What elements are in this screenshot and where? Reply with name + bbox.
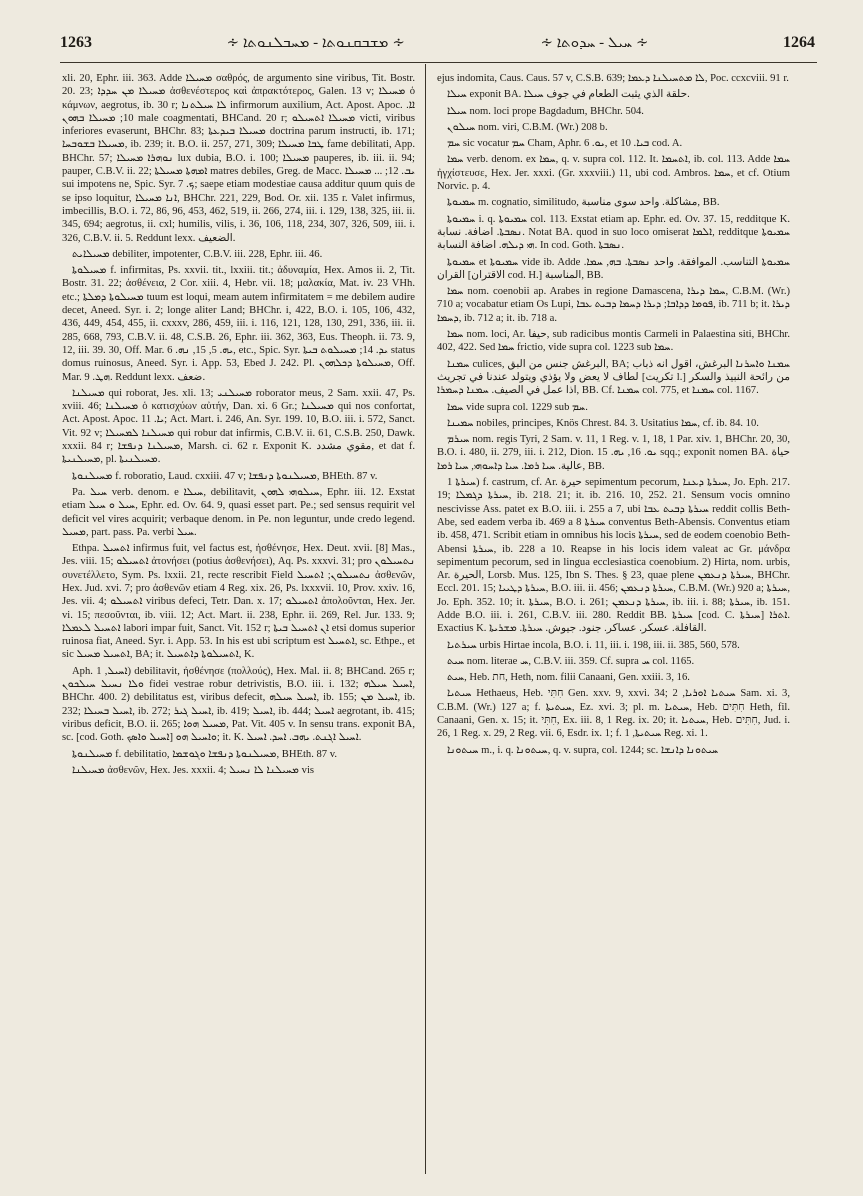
- entry-paragraph: ܡܚܝܠܐܝܬ debiliter, impotenter, C.B.V. iii. 228, Ephr. iii. 46.: [72, 248, 323, 260]
- entry-paragraph: ܚܡܐ verb. denom. ex ܚܡܐ, q. v. supra col. 112. It. ܐܬܚܡܐ, ib. col. 113. Adde ܚܡܐ ἠγχίστευσε, Hex. Jer. xxxi. (Gr. xxxviii.) 11, ubi cod. Ambros. ܚܡܐ, et cf. Otium Norvic. p. 4.: [437, 154, 790, 193]
- left-running-title: ∻ ܡܫܒܩܢܘܬܐ - ܡܚܒܠܢܘܬܐ ∻: [226, 35, 405, 51]
- entry-paragraph: ܚܝܬܘܢܐ m., i. q. ܚܝܬܘܢܐ, q. v. supra, col. 1244; sc. ܚܝܬܘܢܐ ܕܐܢܫܐ: [447, 744, 719, 756]
- entry-paragraph: ܚܡܝܘܬܐ i. q. ܚܡܝܘܬܐ col. 113. Exstat etiam ap. Ephr. ed. Ov. 37. 15, redditque K. ܢܣܒܬܐ. اضافة. نسابة. Notat BA. quod in suo loco omiserat ܐܠܡܐ, redditque ܚܡܝܘܬܐ ܗܝ ܕܝܠܗ. اضافة النسابة. In cod. Goth. ܢܣܒܬܐ.: [437, 213, 790, 252]
- entry-paragraph: ܡܚܝܠܢܐ qui roborat, Jes. xli. 13; ܡܚܝܠܢܝ roborator meus, 2 Sam. xxii. 47, Ps. xviii. 46; ܡܚܝܠܢܐ ὁ κατισχύων αὐτήν, Dan. xi. 6 Gr.; ܡܚܝܠܢܐ qui nos confortat, Act. Apost. Apoc. ܝܐ. 11; Act. Mart. i. 246, An. Syr. 199. 10, B.O. iii. i. 572, Sanct. Vit. 92 v; ܡܚܝܠܢܐ ܠܡܚܝܠܐ qui robur dat infirmis, C.B.V. ii. 61, C.S.B. 250, Dawk. xxxii. 84 r; ܡܚܝܠܢܐ ܕܢܦܫܐ, Marsh. ci. 62 r. Exponit K. مقوي مشدد, et dat f. ܡܚܝܠܢܝܬܐ, pl. ܡܚܝܠܢܝܬܐ.: [62, 387, 415, 466]
- left-page-number: 1263: [60, 34, 92, 51]
- entry-paragraph: ܚܝܪܬܝܐ urbis Hirtae incola, B.O. i. 11, iii. i. 198, iii. ii. 385, 560, 578.: [447, 639, 740, 651]
- right-page-number: 1264: [782, 34, 815, 51]
- entry-paragraph: ܚܡܝܘܬܐ m. cognatio, similitudo, مشاكلة. واحد سوى مناسبة, BB.: [447, 197, 720, 209]
- page-header: [60, 30, 815, 56]
- entry-paragraph: ܚܝܬ nom. literae ܚ, C.B.V. iii. 359. Cf. supra ܚ col. 1165.: [447, 655, 695, 667]
- entry-paragraph: ܚܝܠܘܢ nom. viri, C.B.M. (Wr.) 208 b.: [447, 121, 608, 133]
- entry-paragraph: Ethpa. ܐܬܚܝܠ infirmus fuit, vel factus est, ἠσθένησε, Hex. Deut. xvii. [8] Mas., Jes. viii. 15; ܐܬܚܝܠܘ ἀτονήσει (potius ἀσθενήσει), Aq. Ps. xxxvi. 31; pro ܢܬܚܝܠܘܢ συνετέλλετο, Sym. Ps. lxxii. 21, recte rescribit Field ܢܬܚܝܠܘܢ; ܐܬܚܝܠ ἀσθενῶν, Hex. Jud. xvi. 7; pro ἀσθενῶν etiam 4 Reg. xix. 26, Ps. lxxxvii. 10, Prov. xxiv. 16, Jes. vii. 4; ܐܬܚܝܠܘ viribus defeci, Tetr. Dan. x. 17; ܐܬܚܝܠܘ ἀπολοῦνται, Hex. Jer. vi. 15; πεσοῦνται, ib. viii. 12; Act. Mart. ii. 238, Ephr. ii. 269, Rel. Jur. 133. 9; ܐܬܚܝܠ ܠܥܡܠܐ labori impar fuit, Sanct. Vit. 152 r; ܐܢ ܐܬܚܝܠ ܒܝܬܐ etsi domus superior ruinosa fiat, Aneed. Syr. i. App. 53. In his est ubi scriptum est ܐܬܚܝܠ, sc. Ethpe., et sic ܐܬܚܝܠ ܡܚܝܠ, BA; it. ܐܬܚܝܠܘܬܐ ܕܐܬܚܝܠ, K.: [62, 543, 415, 661]
- entry-paragraph: ܚܝܠܐ nom. loci prope Bagdadum, BHChr. 504.: [447, 105, 644, 117]
- entry-paragraph: ܚܡܐ vide supra col. 1229 sub ܚܡ.: [447, 401, 588, 413]
- entry-paragraph: ܡܚܝܠܘܬܐ f. infirmitas, Ps. xxvii. tit., lxxiii. tit.; ἀδυναμία, Hex. Amos ii. 2, Tit. Bostr. 31. 22; ἀσθένεια, 2 Cor. xiii. 4, Hebr. vii. 18; μαλακία, Mat. iv. 23 VHh. etc.; ܡܚܝܠܘܬܐ ܕܡܠܬܐ tuum est loqui, meam autem infirmitatem = me debilem audire decet, Aneed. Syr. i. 2; longe aliter Land; BHChr. i, 422, B.O. i. 105, 106, 432, 436, 449, 454, 455, ii. cxxxv, 286, 459, iii. i. 116, 121, 128, 130, 291, 336, iii. ii. 285, 668, 793, C.B.V. ii. 48, C.S.B. 26, Ephr. iii. 362, 363, Eus. Theoph. ii. 73. 9, 12, iii. 39. 30, Off. Mar. ܝܗ. 5, 15, ܢܗ. 6, etc., Spic. Syr. ܝܕ. 14; ܡܚܝܠܘܬ ܒܝܬܐ status domus ruinosus, Aneed. Syr. i. App. 53, Ebed J. 242. Pl. ܡܚܝܠܘܬܐ ܕܟܠܗܘܢ, Off. Mar. ܗܛ. 9. Reddunt lexx. ضعف.: [62, 265, 415, 383]
- entry-paragraph: xli. 20, Ephr. iii. 363. Adde ܡܚܝܠܐ σαθρός, de argumento sine viribus, Tit. Bostr. 20. 23; ܡܚܝܠܐ ܡܢ ܚܕܕܐ ἀσθενέστερος καὶ ἀπρακτότερος, Galen. 13 v; ܡܚܝܠܐ ὁ κάμνων, aegrotus, ib. 30 r; ܠܐ ܚܝܠܬܢܐ infirmorum auxilium, Act. Apost. Apoc. ܐܐ. 10; ܡܚܝܠܐ ܒܗܘܢ male coagmentati, BHCand. 20 r; ܡܚܝܠܐ ܐܬܚܝܠܘ victi, viribus inferiores evaserunt, BHChr. 83; ܡܚܝܠܐ ܒܝܕܥܬܐ doctrina parum instructi, ib. 171; ܡܚܝܠܐ ܒܫܘܒܚܐ, ib. 239; it. B.O. ii. 257, 271, 309; ܛܒܐ ܡܚܝܠܐ fame debilitati, App. BHChr. 57; ܢܘܗܪܐ ܡܚܝܠܐ lux dubia, B.O. i. 100; ܡܚܝܠܐ pauperes, ib. iii. ii. 94; pauper, C.B.V. ii. 22; ܐܡܗܬܐ ܡܚܝܠܬܐ matres debiles, Greg. de Macc. ܝܒ. 12; ... ܡܚܝܠܐ sui impotens ne, Spic. Syr. ܟ. 7; saepe etiam modestiae causa additur quum quis de se ipso loquitur, ܐܢܐ ܡܚܝܠܐ, BHChr. 221, 229, Bod. Or. xii. 135 r. Valet infirmus, imbecillis, B.O. i. 72, 86, 96, 453, 462, 519, ii. 266, 274, iii. i. 129, 138, 325, iii. ii. 345, 694; aegrotus, ii. cxl; humilis, vilis, i. 36, 106, 118, 234, 307, 326, 509, iii. i. 326, C.B.V. ii. 5. Reddunt lexx. الضعيف.: [62, 73, 415, 244]
- left-column: [62, 72, 415, 1176]
- entry-paragraph: Pa. ܚܝܠ verb. denom. e ܚܝܠܐ, debilitavit, ܚܝܠܘܗܝ ܠܗܘܢ, Ephr. iii. 12. Exstat etiam ܚܝܠ ܘ ܚܝܠ, Ephr. ed. Ov. 64. 9, quasi esset part. Pe.; sed sensus requirit vel deficit vel vires acquirit; verbaque denom. in Pe. non leguntur, unde credo legend. ܡܚܝܠ, part. pass. Pa. verbi ܚܝܠ.: [62, 486, 415, 538]
- entry-paragraph: ܚܝܬ, Heb. חת, Heth, nom. filii Canaani, Gen. xxiii. 3, 16.: [447, 672, 690, 684]
- entry-paragraph: ܚܡ sic vocatur ܚܡ Cham, Aphr. ܝܘ. 6, et ܒܝܐ. 10 cod. A.: [447, 138, 683, 150]
- entry-paragraph: ܚܡܝܘܬܐ et ܚܡܝܘܬܐ vide ib. Adde ܚܡܝܘܬܐ التناسب. الموافقة. واحد ܢܣܒܬܐ. ܒܗ, ܚܡܐ. القران [الاقتران cod. H.] المناسبة, BB.: [437, 256, 790, 281]
- entry-paragraph: ܡܚܝܠܢܐ ἀσθενῶν, Hex. Jes. xxxii. 4; ܡܚܝܠܢܐ ܠܐ ܢܚܝܠ vis: [72, 764, 315, 776]
- header-rule: [60, 62, 817, 63]
- entry-paragraph: ܡܚܝܠܢܘܬܐ f. debilitatio, ܡܚܝܠܢܘܬܐ ܕܢܦܫܐ ܘܓܘܫܡܐ, BHEth. 87 v.: [72, 748, 337, 760]
- entry-paragraph: ܚܡܝܢܐ nobiles, principes, Knös Chrest. 84. 3. Usitatius ܚܡܐ, cf. ib. 84. 10.: [447, 417, 759, 429]
- right-column: [437, 72, 790, 1176]
- entry-paragraph: ܚܡܐ nom. loci, Ar. حيفا, sub radicibus montis Carmeli in Palaestina siti, BHChr. 402, 422. Sed ܚܡܐ frictio, vide supra col. 1223 sub ܚܡܐ.: [437, 329, 790, 354]
- entry-paragraph: ܚܡܐ nom. coenobii ap. Arabes in regione Damascena, ܚܡܐ ܕܝܪܐ, C.B.M. (Wr.) 710 a; vocabatur etiam Os Lupi, ܦܘܡܐ ܕܕܐܒܐ; ܕܝܪܐ ܕܚܡܐ ܕܒܝܬ ܥܒܐ, ib. 711 b; it. ܕܝܪܐ ܕܚܡܐ, ib. 712 a; it. ib. 718 a.: [437, 286, 790, 324]
- entry-paragraph: ܚܡܢܐ culices, البرغش جنس من البق, BA; ܚܡܢܐ ܘܐܚܪܢܐ البرغش، اقول انه ذباب لطاف لا يعض ولا يؤذي ويتولد عندنا في تجريث [تكريت l.] من رائحة النبيذ والسكر اذا عمل في الصيف. ܚܡܢܐ ܕܚܡܪܐ, BB. Cf. ܚܡܢܐ col. 775, et ܚܡܢܐ col. 1167.: [437, 358, 790, 397]
- entry-paragraph: Aph. ܐܚܝܠ, 1) debilitavit, ἠσθένησε (πολλούς), Hex. Mal. ii. 8; BHCand. 265 r; ܘܠܐ ܢܚܝܠ ܚܝܠܟܘܢ fidei vestrae robur detrivistis, B.O. iii. i. 132; ܐܚܝܠ ܚܝܠܗ, BHChr. 400. 2) debilitatus est, viribus defecit, ܐܚܝܠ ܚܝܠܗ, ib. 155; ܐܚܝܠ ܡܢ, ib. 232; ܐܚܝܠ ܒܚܝܠܐ, ib. 272; ܐܚܝܠ ܓܝܪ, ib. 419; ܐܚܝܠ, ib. 444; ܐܚܝܠ aegrotant, ib. 415; viribus deficit, B.O. ii. 265; ܡܚܝܠ ܗܘܐ, Pat. Vit. 405 v. In sensu trans. exponit BA, sc. [cod. Goth. ܐܚܝܠ ܘܐܣܟ] ܘܐܚܝܠ ܗܘ; it. K. ܐܚܝܠ ܐܓܢܬ. ܝܗܒ. ܐܚܕ. ܐܚܝܠ.: [62, 665, 415, 744]
- right-running-title: ∻ ܚܝܠ - ܚܕܘܬܐ ∻: [540, 35, 649, 51]
- entry-paragraph: ejus indomita, Caus. Caus. 57 v, C.S.B. 639; ܠܐ ܡܬܚܝܠܢܐ ܕܥܡܐ, Poc. ccxcviii. 91 r.: [437, 73, 789, 84]
- column-divider: [425, 64, 426, 1174]
- entry-paragraph: ܚܝܬܝܐ Hethaeus, Heb. חִתִּי Gen. xxv. 9, xxvi. 34; ܚܝܬܝܐ ܐܘܪܝܐ, 2 Sam. xi. 3, C.B.M. (Wr.) 127 a; f. ܚܝܬܝܬܐ, Ez. xvi. 3; pl. m. ܚܝܬܝܐ, Heb. חִתִּים Heth, fil. Canaani, Gen. x. 15; it. חִתִּי, Ex. iii. 8, 1 Reg. ix. 20; it. ܚܝܬܝܐ, Heb. חִתִּים, Jud. i. 26, 1 Reg. x. 29, 2 Reg. vii. 6, Esdr. ix. 1; f. ܚܝܬܝܬܐ, 1 Reg. xi. 1.: [437, 688, 790, 740]
- entry-paragraph: ܚܝܠܐ exponit BA. حلقة الذي يثبت الطعام في جوف ܚܝܠܐ.: [447, 89, 690, 101]
- entry-paragraph: ܚܝܪܬܐ 1) f. castrum, cf. Ar. حيرة sepimentum pecorum, ܚܝܪܬܐ ܕܥܢܐ, Jo. Eph. 217. 19; ܚܝܪܬܐ ܕܓܡܠܐ, ib. 218. 21; it. ib. 216. 10, 252. 21. Sensum vocis omnino nescivisse Ass. patet ex B.O. iii. i. 255 a 7, ubi ܚܝܪܬܐ ܕܒܝܬ ܥܒܐ reddit collis Beth-Abe, sed eadem verba ib. 469 a 8 ܚܝܪܬܐ conventus Beth-Abensis. Conventus etiam ib. 458, 471. Scribit etiam in omnibus his locis ܚܝܪܬܐ, sed de eodem coenobio Beth-Abensi ܚܝܪܬܐ, ib. 228 a 10. Reapse in his locis idem valeat ac Gr. μάνδρα sepimentum pecorum, sed in lingua ecclesiastica coenobium. 2) Hirta, nom. urbis, Ar. الحيرة, Lorsb. Mus. 125, Ibn S. Thes. § 23, quae plene ܚܝܪܬܐ ܕܢܥܡܢ, BHChr. Eccl. 201. 15; ܚܝܪܬܐ ܕܛܝܝܐ, B.O. iii. ii. 456; ܚܝܪܬܐ ܕܢܥܡܢ, C.B.M. (Wr.) 920 a; ܚܝܪܬܐ, Jo. Eph. 352. 10; it. ܚܝܪܬܐ, B.O. i. 261; ܚܝܪܬܐ ܕܢܥܡܢ, ib. iii. i. 88; ܚܝܪܬܐ, ib. 151. Adde B.O. iii. i. 261, C.B.V. iii. 280. Reddit BB. ܚܝܪܬܐ [cod. C. ܚܝܪܬܐ] ܐܬܪܐ. Exactius K. القافلة. عسكر. عساكر. جنود. جيوش. ܚܝܪܬܐ. ܡܫܪܝܬܐ.: [437, 477, 790, 635]
- entry-paragraph: ܚܝܪܡ nom. regis Tyri, 2 Sam. v. 11, 1 Reg. v. 1, 18, 1 Par. xiv. 1, BHChr. 20, 30, B.O. i. 480, ii. 279, iii. i. 212, Dion. ܝܘ. 16, ܝܗ. 15 sqq.; exponit nomen BA. حياة عالية. ܚܝܐ ܪܡܐ. ܚܝܐ ܕܐܚܘܗܝ, ܚܝܐ ܪܡܐ, BB.: [437, 434, 790, 472]
- entry-paragraph: ܡܚܝܠܢܘܬܐ f. roboratio, Laud. cxxiii. 47 v; ܡܚܝܠܢܘܬܐ ܕܢܦܫܐ, BHEth. 87 v.: [72, 470, 378, 482]
